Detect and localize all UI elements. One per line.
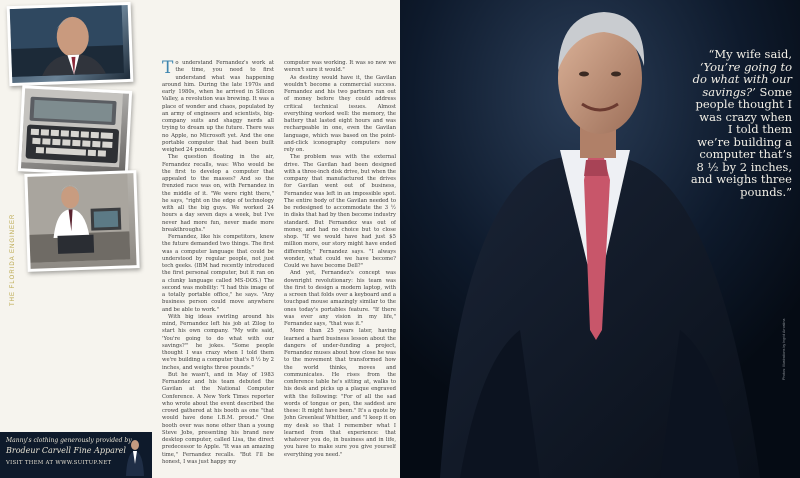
quote-line: “My wife said, xyxy=(708,47,792,61)
photo-keyboard-device xyxy=(18,85,132,177)
quote-line: ‘You’re going to xyxy=(699,59,792,74)
paragraph: The question floating in the air, Fernandez recalls, was: Who would be the first to develop a computer that appealed to the masses? And so the frenzied race was on, with Fernandez in the middle of it. "We were right there," he says, "right on the edge of technology with all the big guys. We worked 24 hours a day seven days a week, but I've never had more fun, never made more breakthroughs." xyxy=(162,154,274,233)
quote-line: pounds.” xyxy=(740,184,792,199)
sponsor-brand: Brodeur Carvell Fine Apparel xyxy=(6,446,126,455)
text-column-2 xyxy=(284,60,396,472)
dropcap: T xyxy=(162,60,174,78)
seated-illustration xyxy=(27,173,130,262)
quote-line-tail: Some xyxy=(755,84,792,99)
sponsor-box xyxy=(0,432,152,478)
right-page xyxy=(400,0,800,478)
quote-line: I told them xyxy=(727,122,792,136)
side-label: THE FLORIDA ENGINEER xyxy=(10,213,16,306)
quote-line: do what with our xyxy=(692,72,792,86)
paragraph: Fernandez, like his competitors, knew the future demanded two things. The first was a computer language that could be understood by regular people, not just tech geeks. (IBM had recently introduced the first personal computer, but it ran on a clunky language called MS-DOS.) The second was mobility: "I had this image of a totally portable office," he says. "Any business person could move anywhere and be able to work." xyxy=(162,234,274,313)
pull-quote xyxy=(650,48,792,198)
paragraph: computer was working. It was so new we weren't sure it would." xyxy=(284,60,396,74)
quote-line: 8 ½ by 2 inches, xyxy=(696,159,792,174)
portrait-illustration xyxy=(10,5,124,77)
paragraph: To understand Fernandez's work at the time, you need to first understand what was happening around him. During the late 1970s and early 1980s, when he arrived in Silicon Valley, a revolution was brewing. It was a place of wonder and chaos, populated by an army of engineers and scientists, big-company suits and shaggy nerds all trying to dream up the future. There was no Apple, no Microsoft yet. And the one portable computer that had been built weighed 24 pounds. xyxy=(162,60,274,153)
photo-credit: Photos: Illustrations by Ingrid Arrostina xyxy=(782,318,786,380)
paragraph: But he wasn't, and in May of 1983 Fernandez and his team debuted the Gavilan at the National Computer Conference. A New York Times reporter who wrote about the event described the crowd gathered at his booth as one "that would have done I.B.M. proud." One booth over was none other than a young Steve Jobs, presenting his brand new desktop computer, called Lisa, the direct predecessor to Apple. "It was an amazing time," Fernandez recalls. "But I'll be honest, I was just happy my xyxy=(162,371,274,465)
paragraph: With big ideas swirling around his mind, Fernandez left his job at Zilog to start his own company. "My wife said, 'You're going to do what with our savings?'" he jokes. "Some people thought I was crazy when I told them we're building a computer that's 8 ½ by 2 inches, and weighs three pounds." xyxy=(162,313,274,371)
quote-line: and weighs three xyxy=(690,172,792,186)
quote-line: we’re building a xyxy=(697,134,792,149)
sponsor-url: VISIT THEM AT WWW.SUITUP.NET xyxy=(6,460,112,466)
sponsor-intro: Manny's clothing generously provided by xyxy=(6,437,132,444)
quote-line: computer that’s xyxy=(699,147,792,161)
quote-line: was crazy when xyxy=(699,109,792,124)
quote-line: people thought I xyxy=(695,97,792,111)
quote-line: savings?’ xyxy=(702,84,756,99)
paragraph: The problem was with the external drive. The Gavilan had been designed with a three-inch disk drive, but when the company that manufactured the drives for Gavilan went out of business, Fernandez was left in an impossible spot. The entire body of the Gavilan needed to be redesigned to accommodate the 3 ½ in disks that had by then become industry standard. But Fernandez was out of money, and had no choice but to close shop. "If we would have had just $5 million more, our story might have ended differently," Fernandez says. "I always wonder, what could we have become? Could we have become Dell?" xyxy=(284,154,396,269)
suit-model-icon xyxy=(124,438,146,476)
photo-portrait-smiling xyxy=(7,2,134,86)
paragraph: And yet, Fernandez's concept was downright revolutionary: his team was the first to design a modern laptop, with a screen that folds over a keyboard and a touchpad mouse amazingly similar to the ones today's portables feature. "If there was ever any vision in my life," Fernandez says, "that was it." xyxy=(284,270,396,327)
text-column-1 xyxy=(162,60,274,472)
paragraph: As destiny would have it, the Gavilan wouldn't become a commercial success. Fernandez and his two partners ran out of money before they could address critical technical issues. Almost everything worked well: the memory, the battery that lasted eight hours and was rechargeable in one, even the Gavilan language, which was based on the point-and-click iconography computers now rely on. xyxy=(284,74,396,153)
keyboard-illustration xyxy=(21,88,123,167)
photo-seated-at-computer xyxy=(24,170,139,272)
paragraph: More than 25 years later, having learned a hard business lesson about the dangers of under-funding a project, Fernandez muses about how close he was to the movement that transformed how the world thinks, moves and communicates. He rises from the conference table he's sitting at, walks to his desk and picks up a plaque engraved with the following: "For of all the sad words of tongue or pen, the saddest are these: It might have been." It's a quote by John Greenleaf Whittier, and "I keep it on my desk so that I remember what I learned from that experience: that whatever you do, in business and in life, you have to make sure you give yourself everything you need." xyxy=(284,328,396,458)
